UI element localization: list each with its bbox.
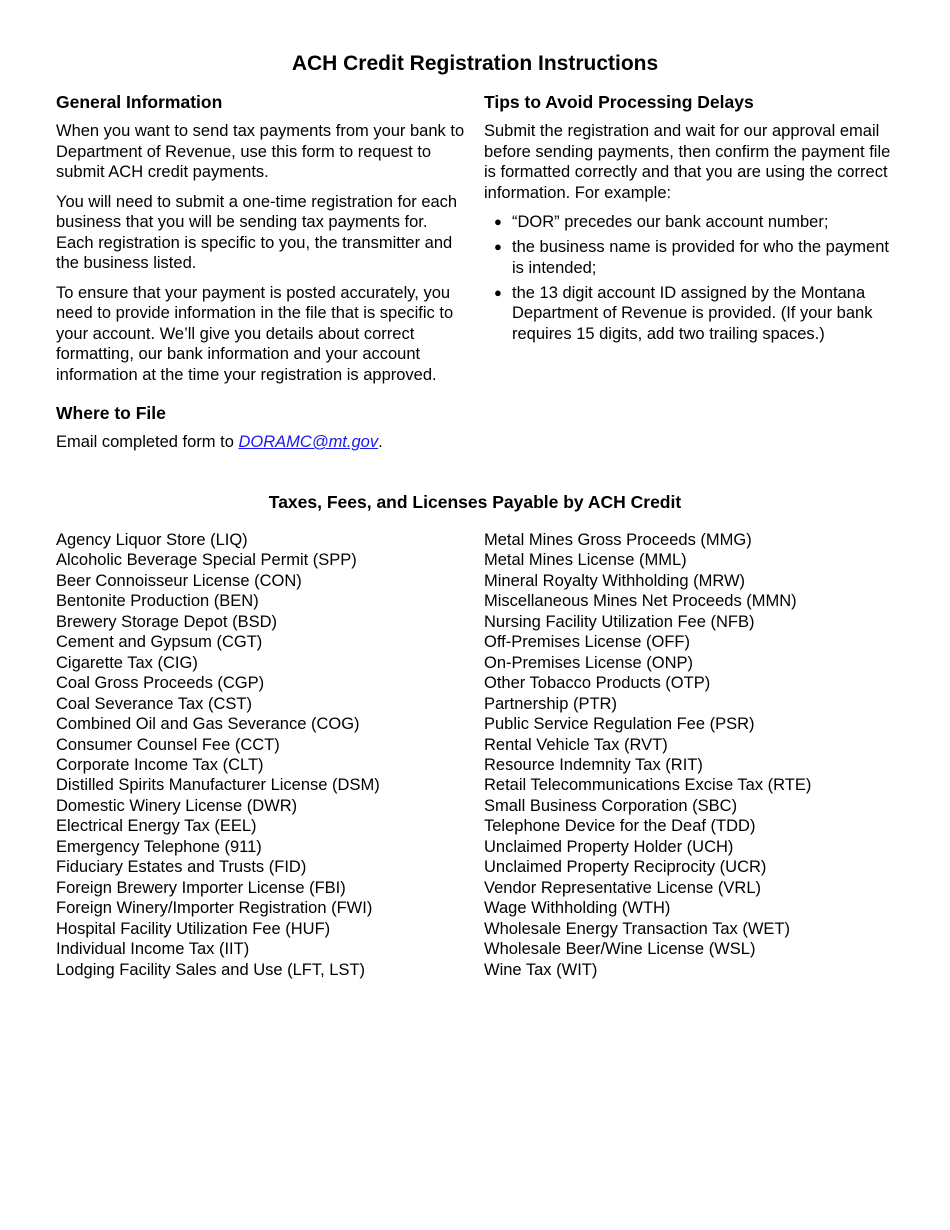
tax-list-item: Off-Premises License (OFF) (484, 633, 690, 652)
tax-list-item: Foreign Brewery Importer License (FBI) (56, 878, 346, 897)
tax-list-item: Agency Liquor Store (LIQ) (56, 531, 248, 549)
tax-list-item: Wholesale Energy Transaction Tax (WET) (484, 919, 790, 938)
general-info-paragraph-3: To ensure that your payment is posted accurately, you need to provide information in the file that is specific to your account. We’ll give you details about correct formatting, our bank information and your account information at the time your registration is approved. (56, 283, 454, 384)
tax-list-item: Other Tobacco Products (OTP) (484, 674, 711, 693)
tax-list-item: Retail Telecommunications Excise Tax (RTE) (484, 776, 812, 795)
tax-list-item: Coal Severance Tax (CST) (56, 694, 252, 713)
tax-list-item: Beer Connoisseur License (CON) (56, 571, 302, 590)
tips-list (484, 212, 896, 344)
tips-heading: Tips to Avoid Processing Delays (484, 92, 754, 112)
tax-list-item: Public Service Regulation Fee (PSR) (484, 715, 755, 734)
tax-list-item: Emergency Telephone (911) (56, 837, 262, 856)
tax-list-item: Small Business Corporation (SBC) (484, 796, 738, 815)
bullet-icon: ● (494, 284, 502, 300)
tax-list-item: Brewery Storage Depot (BSD) (56, 612, 278, 631)
tax-list-item: Consumer Counsel Fee (CCT) (56, 735, 280, 754)
tax-list-item: Unclaimed Property Reciprocity (UCR) (484, 858, 767, 877)
bullet-icon: ● (494, 214, 502, 229)
tax-list-item: Hospital Facility Utilization Fee (HUF) (56, 919, 331, 938)
general-info-heading: General Information (56, 92, 223, 112)
tax-list-item: Lodging Facility Sales and Use (LFT, LST) (56, 960, 366, 979)
bullet-icon: ● (494, 239, 502, 254)
left-column (56, 91, 468, 462)
tips-list-item (484, 237, 896, 278)
tax-list-item: Miscellaneous Mines Net Proceeds (MMN) (484, 592, 797, 611)
email-link[interactable]: DORAMC@mt.gov (238, 433, 379, 451)
tax-list-item: Combined Oil and Gas Severance (COG) (56, 715, 360, 734)
tax-list-item: Telephone Device for the Deaf (TDD) (484, 817, 756, 836)
tax-list-item: Electrical Energy Tax (EEL) (56, 817, 257, 836)
taxes-section-heading: Taxes, Fees, and Licenses Payable by ACH Credit (268, 492, 682, 512)
tax-list-item: Individual Income Tax (IIT) (56, 940, 250, 959)
general-info-paragraph-1: When you want to send tax payments from your bank to Department of Revenue, use this form to request to submit ACH credit payments. (56, 122, 465, 181)
tax-list-item: Cigarette Tax (CIG) (56, 653, 198, 672)
general-info-paragraph-2: You will need to submit a one-time registration for each business that you will be sending tax payments for. Each registration is specific to you, the transmitter and the business listed. (56, 192, 458, 272)
tax-list-item: Wage Withholding (WTH) (484, 899, 671, 918)
tax-list-item: Wine Tax (WIT) (484, 960, 598, 979)
tips-intro: Submit the registration and wait for our approval email before sending payments, then confirm the payment file is formatted correctly and that you are using the correct information. For example: (484, 122, 891, 202)
tax-list-item: Corporate Income Tax (CLT) (56, 755, 264, 774)
tax-list-item: Fiduciary Estates and Trusts (FID) (56, 858, 307, 877)
tips-item-text: the 13 digit account ID assigned by the Montana Department of Revenue is provided. (If your bank requires 15 digits, add two trailing spaces.) (512, 283, 873, 343)
tax-list-item: Vendor Representative License (VRL) (484, 878, 761, 897)
tax-list-item: Partnership (PTR) (484, 694, 617, 713)
tips-item-text: “DOR” precedes our bank account number; (512, 213, 829, 231)
tax-list-item: Unclaimed Property Holder (UCH) (484, 837, 734, 856)
page-title: ACH Credit Registration Instructions (291, 52, 659, 75)
tax-list-item: Rental Vehicle Tax (RVT) (484, 735, 668, 754)
tax-list-item: Bentonite Production (BEN) (56, 592, 259, 611)
tax-list-item: Resource Indemnity Tax (RIT) (484, 755, 703, 774)
tax-list-left (56, 530, 380, 980)
tax-list-item: Mineral Royalty Withholding (MRW) (484, 571, 746, 590)
tax-list-item: Distilled Spirits Manufacturer License (DSM) (56, 776, 380, 795)
where-to-file-heading: Where to File (56, 403, 166, 423)
tax-list-item: Metal Mines Gross Proceeds (MMG) (484, 531, 752, 549)
tax-list-item: Coal Gross Proceeds (CGP) (56, 674, 265, 693)
tax-list-item: Alcoholic Beverage Special Permit (SPP) (56, 551, 357, 570)
where-to-file-label: Email completed form to (56, 433, 239, 451)
tax-list-item: On-Premises License (ONP) (484, 653, 694, 672)
tax-list-item: Metal Mines License (MML) (484, 551, 687, 570)
tax-list-item: Foreign Winery/Importer Registration (FWI) (56, 899, 373, 918)
tax-list-item: Cement and Gypsum (CGT) (56, 633, 263, 652)
tax-list-item: Wholesale Beer/Wine License (WSL) (484, 940, 756, 959)
where-to-file-text (56, 432, 468, 453)
tips-list-item (484, 212, 896, 233)
tax-list-item: Domestic Winery License (DWR) (56, 796, 298, 815)
tips-item-text: the business name is provided for who the payment is intended; (512, 238, 889, 277)
tax-list-right (484, 530, 811, 980)
right-column (484, 91, 896, 349)
tips-list-item (484, 283, 896, 345)
where-to-file-suffix: . (378, 433, 383, 451)
tax-list-item: Nursing Facility Utilization Fee (NFB) (484, 612, 755, 631)
